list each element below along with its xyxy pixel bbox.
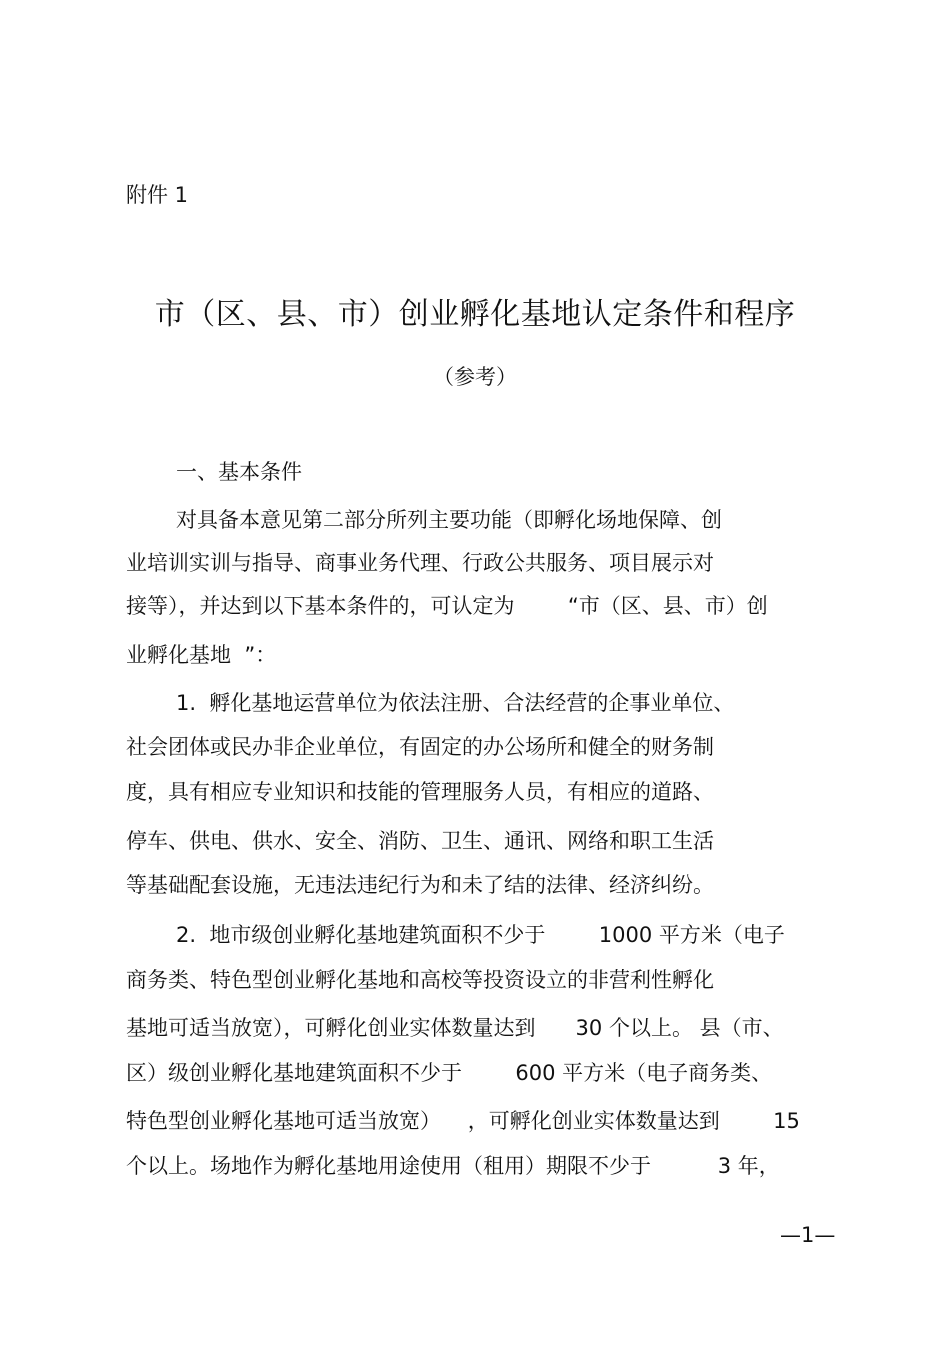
paragraph-line: 接等），并达到以下基本条件的，可认定为 “市（区、县、市）创 xyxy=(126,594,768,618)
section-heading-basic-conditions: 一、基本条件 xyxy=(176,460,302,484)
paragraph-line: 对具备本意见第二部分所列主要功能（即孵化场地保障、创 xyxy=(176,508,722,532)
paragraph-line: 社会团体或民办非企业单位，有固定的办公场所和健全的财务制 xyxy=(126,735,714,759)
paragraph-line: 业孵化基地 ”： xyxy=(126,643,277,667)
page-number: —1— xyxy=(780,1223,836,1247)
paragraph-line: 区）级创业孵化基地建筑面积不少于 600 平方米（电子商务类、 xyxy=(126,1061,773,1085)
paragraph-line: 业培训实训与指导、商事业务代理、行政公共服务、项目展示对 xyxy=(126,551,714,575)
document-subtitle: （参考） xyxy=(433,365,517,389)
paragraph-line: 商务类、特色型创业孵化基地和高校等投资设立的非营利性孵化 xyxy=(126,968,714,992)
document-title: 市（区、县、市）创业孵化基地认定条件和程序 xyxy=(154,297,796,332)
paragraph-line: 2. 地市级创业孵化基地建筑面积不少于 1000 平方米（电子 xyxy=(176,923,785,947)
attachment-label: 附件 1 xyxy=(126,183,189,207)
paragraph-line: 基地可适当放宽），可孵化创业实体数量达到 30 个以上。 县（市、 xyxy=(126,1016,784,1040)
paragraph-line: 等基础配套设施，无违法违纪行为和未了结的法律、经济纠纷。 xyxy=(126,873,714,897)
paragraph-line: 度，具有相应专业知识和技能的管理服务人员，有相应的道路、 xyxy=(126,780,714,804)
paragraph-line: 特色型创业孵化基地可适当放宽） ，可孵化创业实体数量达到 15 xyxy=(126,1109,800,1133)
paragraph-line: 停车、供电、供水、安全、消防、卫生、通讯、网络和职工生活 xyxy=(126,829,714,853)
paragraph-line: 1. 孵化基地运营单位为依法注册、合法经营的企事业单位、 xyxy=(176,691,735,715)
paragraph-line: 个以上。场地作为孵化基地用途使用（租用）期限不少于 3 年， xyxy=(126,1154,780,1178)
